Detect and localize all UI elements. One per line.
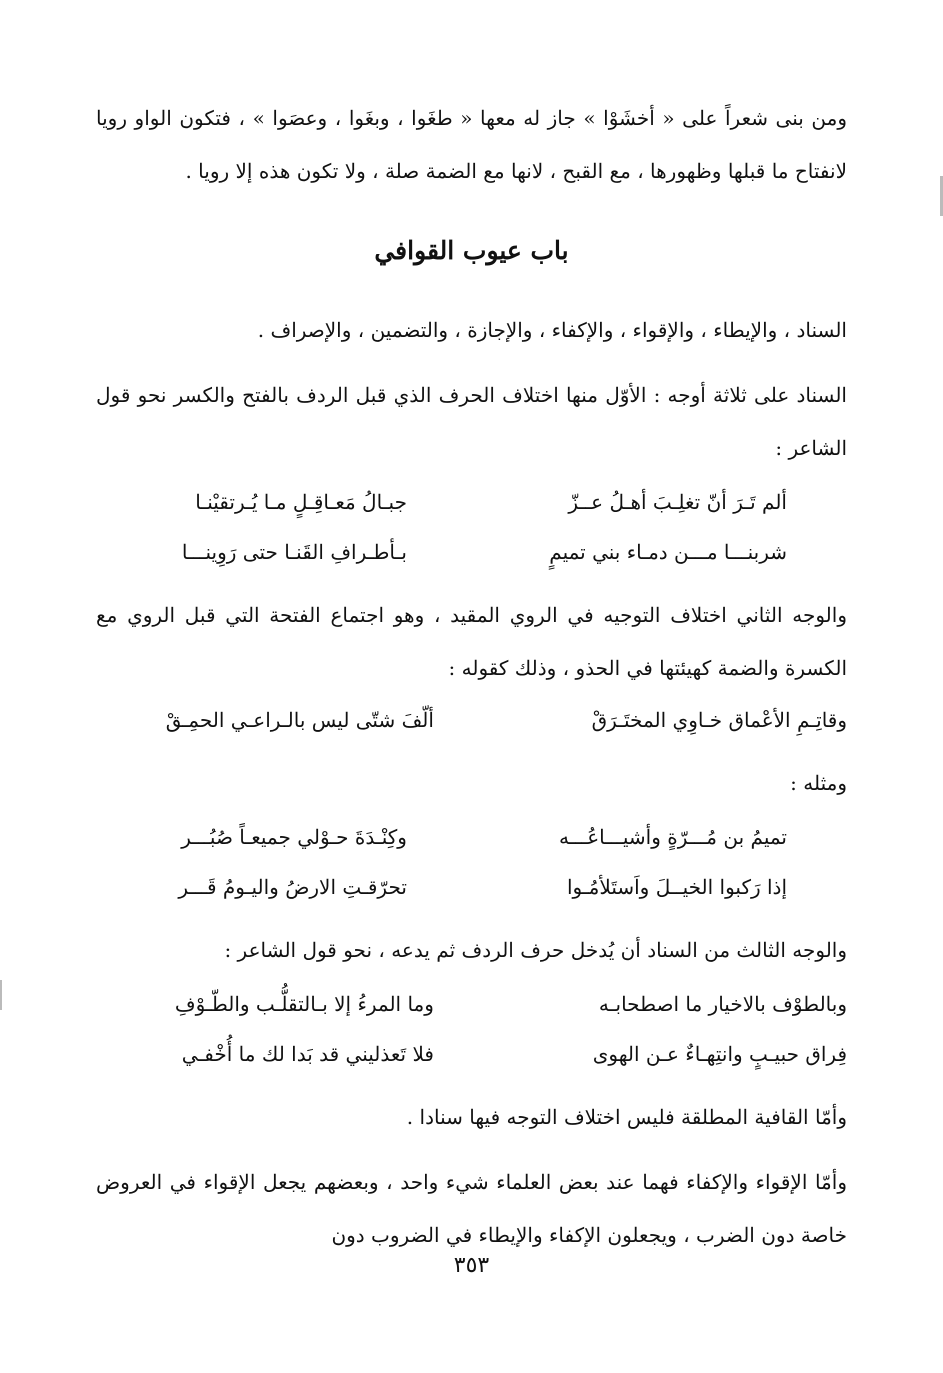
defects-list: السناد ، والإيطاء ، والإقواء ، والإكفاء ، والإجازة ، والتضمين ، والإصراف . (257, 318, 847, 342)
page-content (96, 92, 847, 1262)
verse-second-hemistich: فلا تَعذليني قد بَدا لك ما أُخْفـي (181, 1042, 434, 1066)
opening-paragraph: ومن بنى شعراً على « أخشَوْا » جاز له معها « طغَوا ، وبغَوا ، وعصَوا » ، فتكون الواو رويا لانفتاح ما قبلها وظهورها ، مع القبح ، لانها مع الضمة صلة ، ولا تكون هذه إلا رويا . (96, 106, 847, 183)
verse-first-hemistich: وبالطوْف بالاخيار ما اصطحابـه (598, 992, 847, 1016)
page-number: ٣٥٣ (453, 1253, 490, 1278)
mutlaqa-paragraph: وأمّا القافية المطلقة فليس اختلاف التوجه فيها سنادا . (406, 1105, 847, 1129)
verse-line (96, 477, 847, 527)
example-label: ومثله : (790, 771, 847, 795)
verse-group-third (96, 979, 847, 1079)
verse-first-hemistich: إذا رَكبوا الخيــلَ واَستَلأمُـوا (566, 875, 787, 899)
scan-edge-mark (0, 980, 2, 1010)
verse-second-hemistich: وما المرءُ إلا بـالتقلُّـب والطّـوْفِ (174, 992, 434, 1016)
verse-line (96, 527, 847, 577)
third-face-paragraph: والوجه الثالث من السناد أن يُدخل حرف الردف ثم يدعه ، نحو قول الشاعر : (224, 938, 847, 962)
verse-group-second (96, 812, 847, 912)
verse-second-hemistich: جبـالُ مَعـاقِـلٍ مـا يُـرتقيْنـا (195, 490, 407, 514)
section-heading: باب عيوب القوافي (374, 236, 569, 265)
verse-second-hemistich: وكِنْـدَةَ حـوْلي جميعـاً صُبُـــر (181, 825, 407, 849)
verse-line (96, 812, 847, 862)
verse-line (96, 1029, 847, 1079)
verse-second-hemistich: بـأطـرافِ القَنـا حتى رَوِينـــا (181, 540, 407, 564)
second-face-paragraph: والوجه الثاني اختلاف التوجيه في الروي المقيد ، وهو اجتماع الفتحة التي قبل الروي مع الكسرة والضمة كهيئتها في الحذو ، وذلك كقوله : (96, 603, 847, 680)
verse-first-hemistich: تميمُ بن مُـــرّةٍ وأشيـــاعُـــه (558, 825, 787, 849)
verse-line (96, 979, 847, 1029)
sinad-intro-paragraph: السناد على ثلاثة أوجه : الأوّل منها اختلاف الحرف الذي قبل الردف بالفتح والكسر نحو قول الشاعر : (96, 383, 847, 460)
verse-first-hemistich: فِراق حبيـبٍ وانتِهـاءٌ عـن الهوى (592, 1042, 847, 1066)
verse-line (96, 695, 847, 745)
verse-line (96, 862, 847, 912)
verse-first-hemistich: وقاتِـمِ الأعْماق خـاوِي المختَـرَقْ (591, 708, 847, 732)
iqwa-paragraph: وأمّا الإقواء والإكفاء فهما عند بعض العلماء شيء واحد ، وبعضهم يجعل الإقواء في العروض خاصة دون الضرب ، ويجعلون الإكفاء والإيطاء في الضروب دون (96, 1170, 847, 1247)
verse-first-hemistich: شربنـــا مـــن دمـاء بني تميمٍ (549, 540, 787, 564)
verse-second-hemistich: تحرّقـتِ الارضُ واليـومُ قَـــر (178, 875, 407, 899)
verse-first-hemistich: ألم تَـرَ أنّ تغلِـبَ أهـلُ عــزّ (568, 490, 787, 514)
verse-group-first (96, 477, 847, 577)
verse-second-hemistich: ألّفَ شتّى ليس بالـراعـي الحمِـقْ (165, 708, 434, 732)
